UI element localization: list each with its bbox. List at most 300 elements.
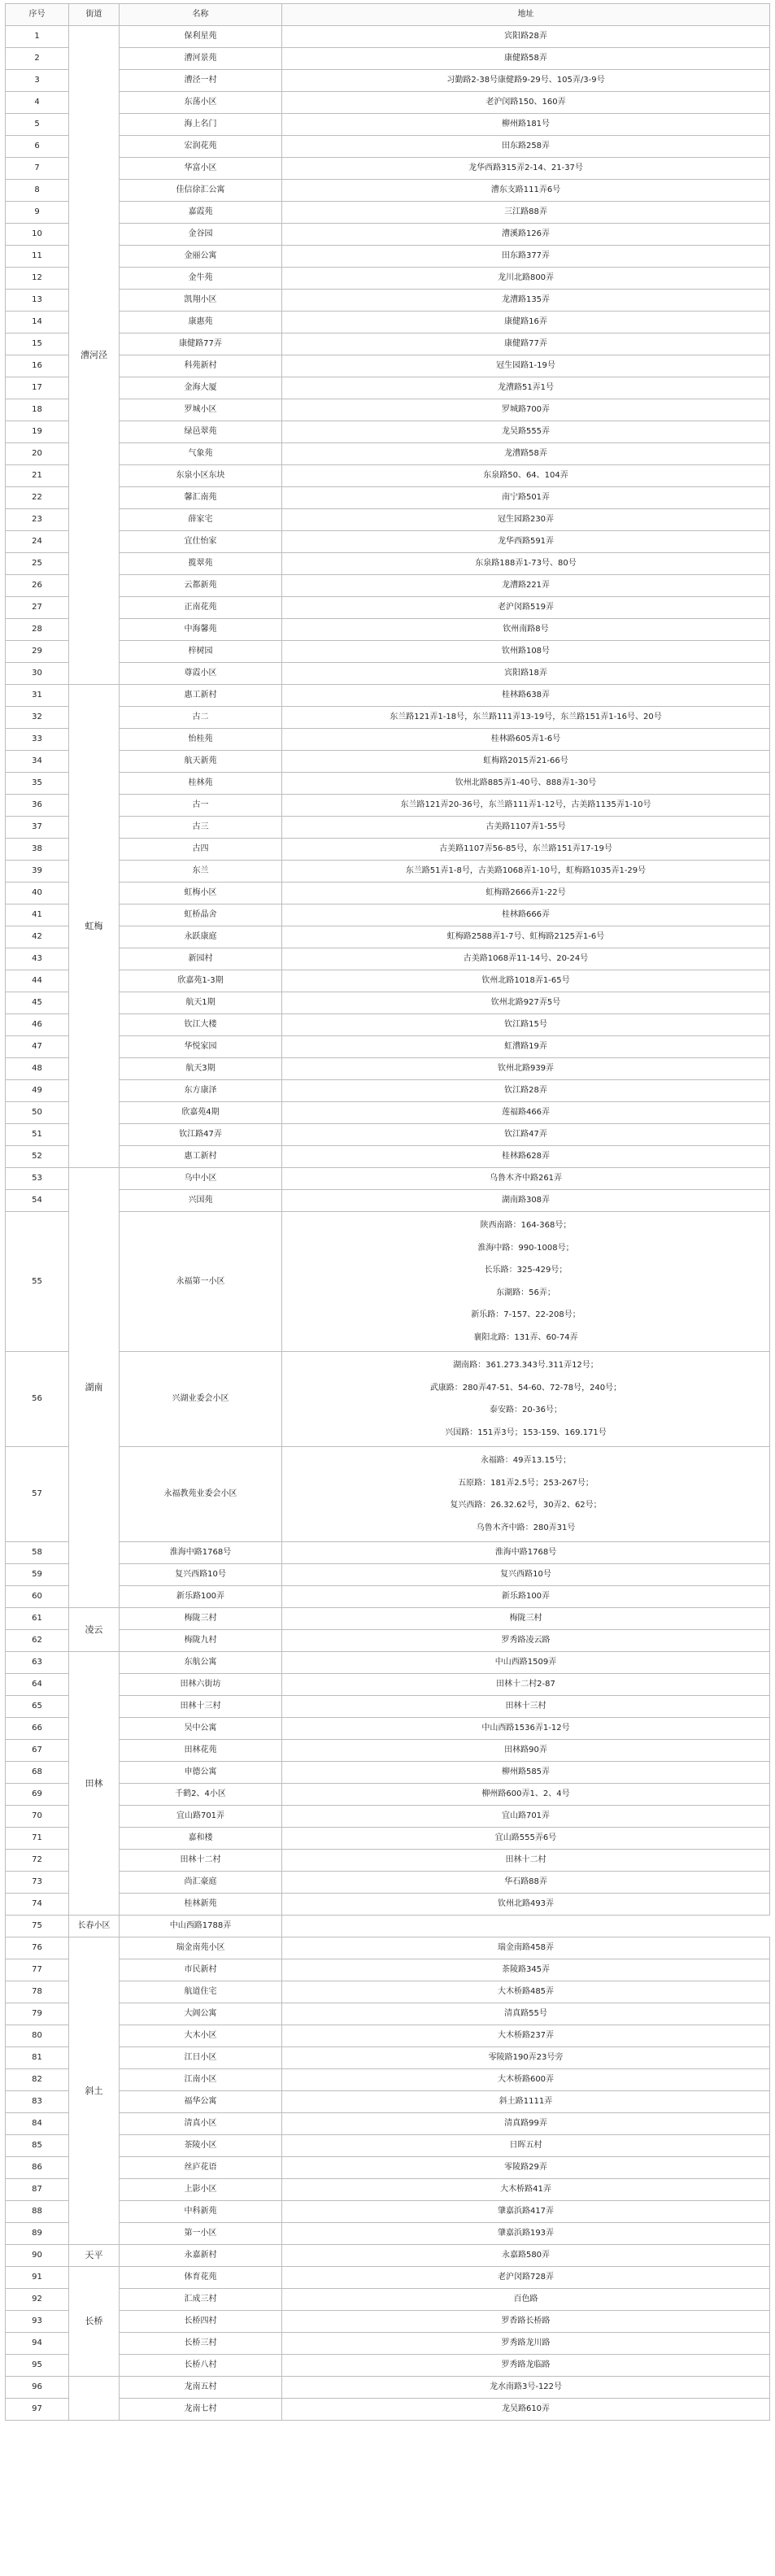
- row-number: 27: [6, 597, 69, 619]
- row-number: 68: [6, 1762, 69, 1784]
- community-name: 古二: [120, 707, 282, 729]
- address-cell: 零陵路190弄23号旁: [282, 2047, 770, 2069]
- table-row: [6, 2223, 770, 2245]
- street-cell: 天平: [69, 2245, 120, 2267]
- row-number: 93: [6, 2311, 69, 2333]
- table-row: [6, 926, 770, 948]
- table-row: [6, 839, 770, 861]
- table-row: [6, 290, 770, 312]
- street-cell: 虹梅: [69, 685, 120, 1168]
- row-number: 35: [6, 773, 69, 795]
- row-number: 80: [6, 2025, 69, 2047]
- header-address: 地址: [282, 4, 770, 26]
- row-number: 4: [6, 92, 69, 114]
- address-cell: 东兰路121弄1-18号，东兰路111弄13-19号，东兰路151弄1-16号、20号: [282, 707, 770, 729]
- row-number: 39: [6, 861, 69, 883]
- community-name: 体育花苑: [120, 2267, 282, 2289]
- address-cell: 龙吴路610弄: [282, 2399, 770, 2421]
- community-name: 梅陇三村: [120, 1608, 282, 1630]
- street-cell: 凌云: [69, 1608, 120, 1652]
- community-name: 尊霞小区: [120, 663, 282, 685]
- address-line: 湖南路：361.273.343号.311弄12号；: [453, 1361, 599, 1370]
- community-name: 虹梅小区: [120, 883, 282, 904]
- table-row: [6, 2399, 770, 2421]
- table-row: [6, 1080, 770, 1102]
- community-name: 汇成三村: [120, 2289, 282, 2311]
- table-row: [6, 1828, 770, 1850]
- community-name: 云都新苑: [120, 575, 282, 597]
- table-row: [6, 1036, 770, 1058]
- row-number: 62: [6, 1630, 69, 1652]
- row-number: 1: [6, 26, 69, 48]
- table-row: [6, 1981, 770, 2003]
- row-number: 24: [6, 531, 69, 553]
- row-number: 74: [6, 1894, 69, 1916]
- address-cell: 钦州北路493弄: [282, 1894, 770, 1916]
- community-name: 田林六街坊: [120, 1674, 282, 1696]
- table-row: [6, 443, 770, 465]
- row-number: 37: [6, 817, 69, 839]
- table-row: [6, 1806, 770, 1828]
- address-line: 五原路：181弄2.5号；253-267号；: [458, 1478, 594, 1488]
- row-number: 92: [6, 2289, 69, 2311]
- row-number: 84: [6, 2113, 69, 2135]
- table-row: [6, 268, 770, 290]
- community-name: 东荡小区: [120, 92, 282, 114]
- table-row: [6, 1937, 770, 1959]
- row-number: 12: [6, 268, 69, 290]
- address-cell: 虹漕路19弄: [282, 1036, 770, 1058]
- address-cell: 钦江路15号: [282, 1014, 770, 1036]
- row-number: 30: [6, 663, 69, 685]
- table-row: [6, 1190, 770, 1212]
- residential-area-table: [5, 3, 770, 2421]
- community-name: 钦江大楼: [120, 1014, 282, 1036]
- address-cell: 老沪闵路519弄: [282, 597, 770, 619]
- table-row: [6, 26, 770, 48]
- community-name: 清真小区: [120, 2113, 282, 2135]
- address-cell: 柳州路600弄1、2、4号: [282, 1784, 770, 1806]
- address-cell: 桂林路605弄1-6号: [282, 729, 770, 751]
- community-name: 古三: [120, 817, 282, 839]
- community-name: 田林十三村: [120, 1696, 282, 1718]
- community-name: 保利星苑: [120, 26, 282, 48]
- row-number: 17: [6, 377, 69, 399]
- address-cell: 零陵路29弄: [282, 2157, 770, 2179]
- address-line: 永福路：49弄13.15号；: [480, 1456, 572, 1465]
- community-name: 惠工新村: [120, 1146, 282, 1168]
- table-row: [6, 421, 770, 443]
- address-cell: 田林十三村: [282, 1696, 770, 1718]
- row-number: 60: [6, 1586, 69, 1608]
- table-row: [6, 1542, 770, 1564]
- community-name: 长春小区: [69, 1916, 120, 1937]
- row-number: 22: [6, 487, 69, 509]
- address-cell: 古美路1107弄1-55号: [282, 817, 770, 839]
- row-number: 72: [6, 1850, 69, 1872]
- table-row: [6, 1696, 770, 1718]
- row-number: 71: [6, 1828, 69, 1850]
- address-cell: 大木桥路600弄: [282, 2069, 770, 2091]
- table-row: [6, 2157, 770, 2179]
- table-row: [6, 1212, 770, 1352]
- address-cell: 古美路1068弄11-14号、20-24号: [282, 948, 770, 970]
- table-row: [6, 2377, 770, 2399]
- table-row: [6, 2091, 770, 2113]
- row-number: 36: [6, 795, 69, 817]
- address-cell: 大木桥路485弄: [282, 1981, 770, 2003]
- table-row: [6, 817, 770, 839]
- community-name: 钦江路47弄: [120, 1124, 282, 1146]
- table-row: [6, 2201, 770, 2223]
- community-name: 尚汇豪庭: [120, 1872, 282, 1894]
- community-name: 兴湖业委会小区: [120, 1352, 282, 1447]
- community-name: 金海大厦: [120, 377, 282, 399]
- address-cell: 钦州北路939弄: [282, 1058, 770, 1080]
- address-cell: 肇嘉浜路193弄: [282, 2223, 770, 2245]
- row-number: 40: [6, 883, 69, 904]
- address-cell: 龙漕路135弄: [282, 290, 770, 312]
- row-number: 69: [6, 1784, 69, 1806]
- table-row: [6, 312, 770, 333]
- address-cell: 田林十二村2-87: [282, 1674, 770, 1696]
- community-name: 大木小区: [120, 2025, 282, 2047]
- address-cell: 清真路55号: [282, 2003, 770, 2025]
- table-row: [6, 465, 770, 487]
- address-cell: 龙漕路58弄: [282, 443, 770, 465]
- address-cell: 田林十二村: [282, 1850, 770, 1872]
- address-cell: 斜土路1111弄: [282, 2091, 770, 2113]
- row-number: 83: [6, 2091, 69, 2113]
- row-number: 54: [6, 1190, 69, 1212]
- table-row: [6, 92, 770, 114]
- row-number: 5: [6, 114, 69, 136]
- row-number: 58: [6, 1542, 69, 1564]
- community-name: 揽翠苑: [120, 553, 282, 575]
- community-name: 永嘉新村: [120, 2245, 282, 2267]
- table-row: [6, 861, 770, 883]
- table-row: [6, 509, 770, 531]
- row-number: 46: [6, 1014, 69, 1036]
- address-cell: 桂林路638弄: [282, 685, 770, 707]
- community-name: 航天新苑: [120, 751, 282, 773]
- table-row: [6, 1564, 770, 1586]
- table-row: [6, 2333, 770, 2355]
- community-name: 丝庐花语: [120, 2157, 282, 2179]
- header-num: 序号: [6, 4, 69, 26]
- row-number: 25: [6, 553, 69, 575]
- row-number: 89: [6, 2223, 69, 2245]
- row-number: 52: [6, 1146, 69, 1168]
- address-cell: 罗秀路龙川路: [282, 2333, 770, 2355]
- row-number: 21: [6, 465, 69, 487]
- table-row: [6, 575, 770, 597]
- community-name: 桂林新苑: [120, 1894, 282, 1916]
- table-row: [6, 1014, 770, 1036]
- address-cell: 老沪闵路728弄: [282, 2267, 770, 2289]
- row-number: 11: [6, 246, 69, 268]
- row-number: 42: [6, 926, 69, 948]
- address-cell: 淮海中路1768号: [282, 1542, 770, 1564]
- row-number: 13: [6, 290, 69, 312]
- community-name: 中海馨苑: [120, 619, 282, 641]
- table-row: [6, 48, 770, 70]
- table-row: [6, 158, 770, 180]
- row-number: 31: [6, 685, 69, 707]
- address-cell: 罗秀路凌云路: [282, 1630, 770, 1652]
- address-cell: 习勤路2-38号康健路9-29号、105弄/3-9号: [282, 70, 770, 92]
- address-cell: 龙华西路591弄: [282, 531, 770, 553]
- community-name: 江南小区: [120, 2069, 282, 2091]
- table-row: [6, 136, 770, 158]
- address-cell: 华石路88弄: [282, 1872, 770, 1894]
- community-name: 航天1期: [120, 992, 282, 1014]
- row-number: 73: [6, 1872, 69, 1894]
- address-cell: 南宁路501弄: [282, 487, 770, 509]
- address-line: 新乐路：7-157、22-208号；: [471, 1310, 581, 1319]
- table-row: [6, 2355, 770, 2377]
- row-number: 79: [6, 2003, 69, 2025]
- community-name: 华富小区: [120, 158, 282, 180]
- address-cell: 龙漕路221弄: [282, 575, 770, 597]
- row-number: 51: [6, 1124, 69, 1146]
- address-cell: 漕东支路111弄6号: [282, 180, 770, 202]
- address-cell: 茶陵路345弄: [282, 1959, 770, 1981]
- address-cell: 百色路: [282, 2289, 770, 2311]
- address-cell: 钦州路108号: [282, 641, 770, 663]
- community-name: 永跃康庭: [120, 926, 282, 948]
- address-cell: 宜山路555弄6号: [282, 1828, 770, 1850]
- address-line: 襄阳北路：131弄、60-74弄: [473, 1332, 578, 1342]
- row-number: 90: [6, 2245, 69, 2267]
- address-line: 武康路：280弄47-51、54-60、72-78号，240号；: [429, 1383, 622, 1393]
- table-row: [6, 1718, 770, 1740]
- address-cell: 龙漕路51弄1号: [282, 377, 770, 399]
- address-line: 东湖路：56弄；: [496, 1288, 555, 1297]
- address-cell: 虹梅路2588弄1-7号、虹梅路2125弄1-6号: [282, 926, 770, 948]
- row-number: 8: [6, 180, 69, 202]
- address-cell: 清真路99弄: [282, 2113, 770, 2135]
- community-name: 航天3期: [120, 1058, 282, 1080]
- table-row: [6, 1740, 770, 1762]
- community-name: 东方康泽: [120, 1080, 282, 1102]
- address-cell: 桂林路666弄: [282, 904, 770, 926]
- table-row: [6, 1058, 770, 1080]
- row-number: 10: [6, 224, 69, 246]
- community-name: 梅陇九村: [120, 1630, 282, 1652]
- table-row: [6, 531, 770, 553]
- table-row: [6, 1124, 770, 1146]
- row-number: 53: [6, 1168, 69, 1190]
- row-number: 3: [6, 70, 69, 92]
- table-row: [6, 487, 770, 509]
- community-name: 新乐路100弄: [120, 1586, 282, 1608]
- address-cell: 虹梅路2015弄21-66号: [282, 751, 770, 773]
- address-cell: 桂林路628弄: [282, 1146, 770, 1168]
- address-cell: 古美路1107弄56-85号，东兰路151弄17-19号: [282, 839, 770, 861]
- row-number: 38: [6, 839, 69, 861]
- table-row: [6, 377, 770, 399]
- community-name: 华悦家园: [120, 1036, 282, 1058]
- address-cell: 三江路88弄: [282, 202, 770, 224]
- table-row: [6, 202, 770, 224]
- community-name: 凯翔小区: [120, 290, 282, 312]
- row-number: 19: [6, 421, 69, 443]
- community-name: 嘉霞苑: [120, 202, 282, 224]
- row-number: 82: [6, 2069, 69, 2091]
- table-row: [6, 553, 770, 575]
- community-name: 航道住宅: [120, 1981, 282, 2003]
- row-number: 56: [6, 1352, 69, 1447]
- address-cell: 宜山路701弄: [282, 1806, 770, 1828]
- community-name: 古一: [120, 795, 282, 817]
- row-number: 28: [6, 619, 69, 641]
- table-row: [6, 904, 770, 926]
- address-cell: 康健路16弄: [282, 312, 770, 333]
- row-number: 76: [6, 1937, 69, 1959]
- row-number: 32: [6, 707, 69, 729]
- table-row: [6, 1168, 770, 1190]
- community-name: 康惠苑: [120, 312, 282, 333]
- address-cell: 罗城路700弄: [282, 399, 770, 421]
- community-name: 桂林苑: [120, 773, 282, 795]
- community-name: 田林花苑: [120, 1740, 282, 1762]
- address-cell: 田东路258弄: [282, 136, 770, 158]
- table-row: [6, 685, 770, 707]
- row-number: 7: [6, 158, 69, 180]
- row-number: 78: [6, 1981, 69, 2003]
- community-name: 薛家宅: [120, 509, 282, 531]
- address-cell: 钦州北路885弄1-40号、888弄1-30号: [282, 773, 770, 795]
- address-line: 复兴西路：26.32.62号，30弄2、62号；: [450, 1501, 602, 1510]
- row-number: 55: [6, 1212, 69, 1352]
- row-number: 67: [6, 1740, 69, 1762]
- table-row: [6, 1608, 770, 1630]
- community-name: 吴中公寓: [120, 1718, 282, 1740]
- street-cell: 湖南: [69, 1168, 120, 1608]
- row-number: 16: [6, 355, 69, 377]
- row-number: 23: [6, 509, 69, 531]
- row-number: 14: [6, 312, 69, 333]
- row-number: 41: [6, 904, 69, 926]
- table-row: [6, 663, 770, 685]
- address-cell: 田东路377弄: [282, 246, 770, 268]
- community-name: 复兴西路10号: [120, 1564, 282, 1586]
- community-name: 中科新苑: [120, 2201, 282, 2223]
- community-name: 市民新村: [120, 1959, 282, 1981]
- address-cell: 乌鲁木齐中路261弄: [282, 1168, 770, 1190]
- community-name: 淮海中路1768号: [120, 1542, 282, 1564]
- row-number: 33: [6, 729, 69, 751]
- address-cell: 柳州路585弄: [282, 1762, 770, 1784]
- row-number: 94: [6, 2333, 69, 2355]
- table-row: [6, 399, 770, 421]
- community-name: 龙南五村: [120, 2377, 282, 2399]
- table-row: [6, 246, 770, 268]
- address-cell: 龙水南路3号-122号: [282, 2377, 770, 2399]
- address-cell: [282, 1352, 770, 1447]
- community-name: 梓树园: [120, 641, 282, 663]
- address-cell: 宾阳路18弄: [282, 663, 770, 685]
- address-cell: 钦州南路8号: [282, 619, 770, 641]
- table-row: [6, 1894, 770, 1916]
- row-number: 26: [6, 575, 69, 597]
- address-cell: 柳州路181号: [282, 114, 770, 136]
- table-row: [6, 2069, 770, 2091]
- row-number: 81: [6, 2047, 69, 2069]
- table-row: [6, 1652, 770, 1674]
- address-cell: 漕溪路126弄: [282, 224, 770, 246]
- street-cell: 长桥: [69, 2267, 120, 2377]
- row-number: 48: [6, 1058, 69, 1080]
- table-row: [6, 70, 770, 92]
- row-number: 43: [6, 948, 69, 970]
- table-header-row: [6, 4, 770, 26]
- address-cell: 东泉路50、64、104弄: [282, 465, 770, 487]
- community-name: 瑞金南苑小区: [120, 1937, 282, 1959]
- community-name: 金牛苑: [120, 268, 282, 290]
- address-cell: 龙华西路315弄2-14、21-37号: [282, 158, 770, 180]
- row-number: 59: [6, 1564, 69, 1586]
- community-name: 罗城小区: [120, 399, 282, 421]
- community-name: 福华公寓: [120, 2091, 282, 2113]
- community-name: 康健路77弄: [120, 333, 282, 355]
- address-line: 兴国路：151弄3号；153-159、169.171号: [445, 1427, 607, 1437]
- community-name: 千鹤2、4小区: [120, 1784, 282, 1806]
- table-row: [6, 1674, 770, 1696]
- address-cell: 新乐路100弄: [282, 1586, 770, 1608]
- community-name: 东泉小区东块: [120, 465, 282, 487]
- table-row: [6, 707, 770, 729]
- community-name: 东兰: [120, 861, 282, 883]
- address-cell: 罗秀路龙临路: [282, 2355, 770, 2377]
- table-row: [6, 114, 770, 136]
- table-row: [6, 970, 770, 992]
- community-name: 惠工新村: [120, 685, 282, 707]
- community-name: 新园村: [120, 948, 282, 970]
- row-number: 63: [6, 1652, 69, 1674]
- table-row: [6, 2289, 770, 2311]
- address-cell: 中山西路1509弄: [282, 1652, 770, 1674]
- community-name: 乌中小区: [120, 1168, 282, 1190]
- address-cell: 冠生园路230弄: [282, 509, 770, 531]
- row-number: 50: [6, 1102, 69, 1124]
- address-cell: 宾阳路28弄: [282, 26, 770, 48]
- community-name: 江日小区: [120, 2047, 282, 2069]
- community-name: 金丽公寓: [120, 246, 282, 268]
- row-number: 65: [6, 1696, 69, 1718]
- address-cell: 瑞金南路458弄: [282, 1937, 770, 1959]
- address-cell: 罗香路长桥路: [282, 2311, 770, 2333]
- community-name: 申德公寓: [120, 1762, 282, 1784]
- table-row: [6, 2311, 770, 2333]
- community-name: 古四: [120, 839, 282, 861]
- community-name: 怡桂苑: [120, 729, 282, 751]
- table-body: [6, 26, 770, 2421]
- street-cell: 田林: [69, 1652, 120, 1916]
- address-cell: 莲福路466弄: [282, 1102, 770, 1124]
- table-row: [6, 795, 770, 817]
- row-number: 95: [6, 2355, 69, 2377]
- table-row: [6, 992, 770, 1014]
- row-number: 34: [6, 751, 69, 773]
- address-cell: 肇嘉浜路417弄: [282, 2201, 770, 2223]
- row-number: 2: [6, 48, 69, 70]
- row-number: 70: [6, 1806, 69, 1828]
- address-cell: 康健路77弄: [282, 333, 770, 355]
- row-number: 97: [6, 2399, 69, 2421]
- address-cell: [282, 1447, 770, 1542]
